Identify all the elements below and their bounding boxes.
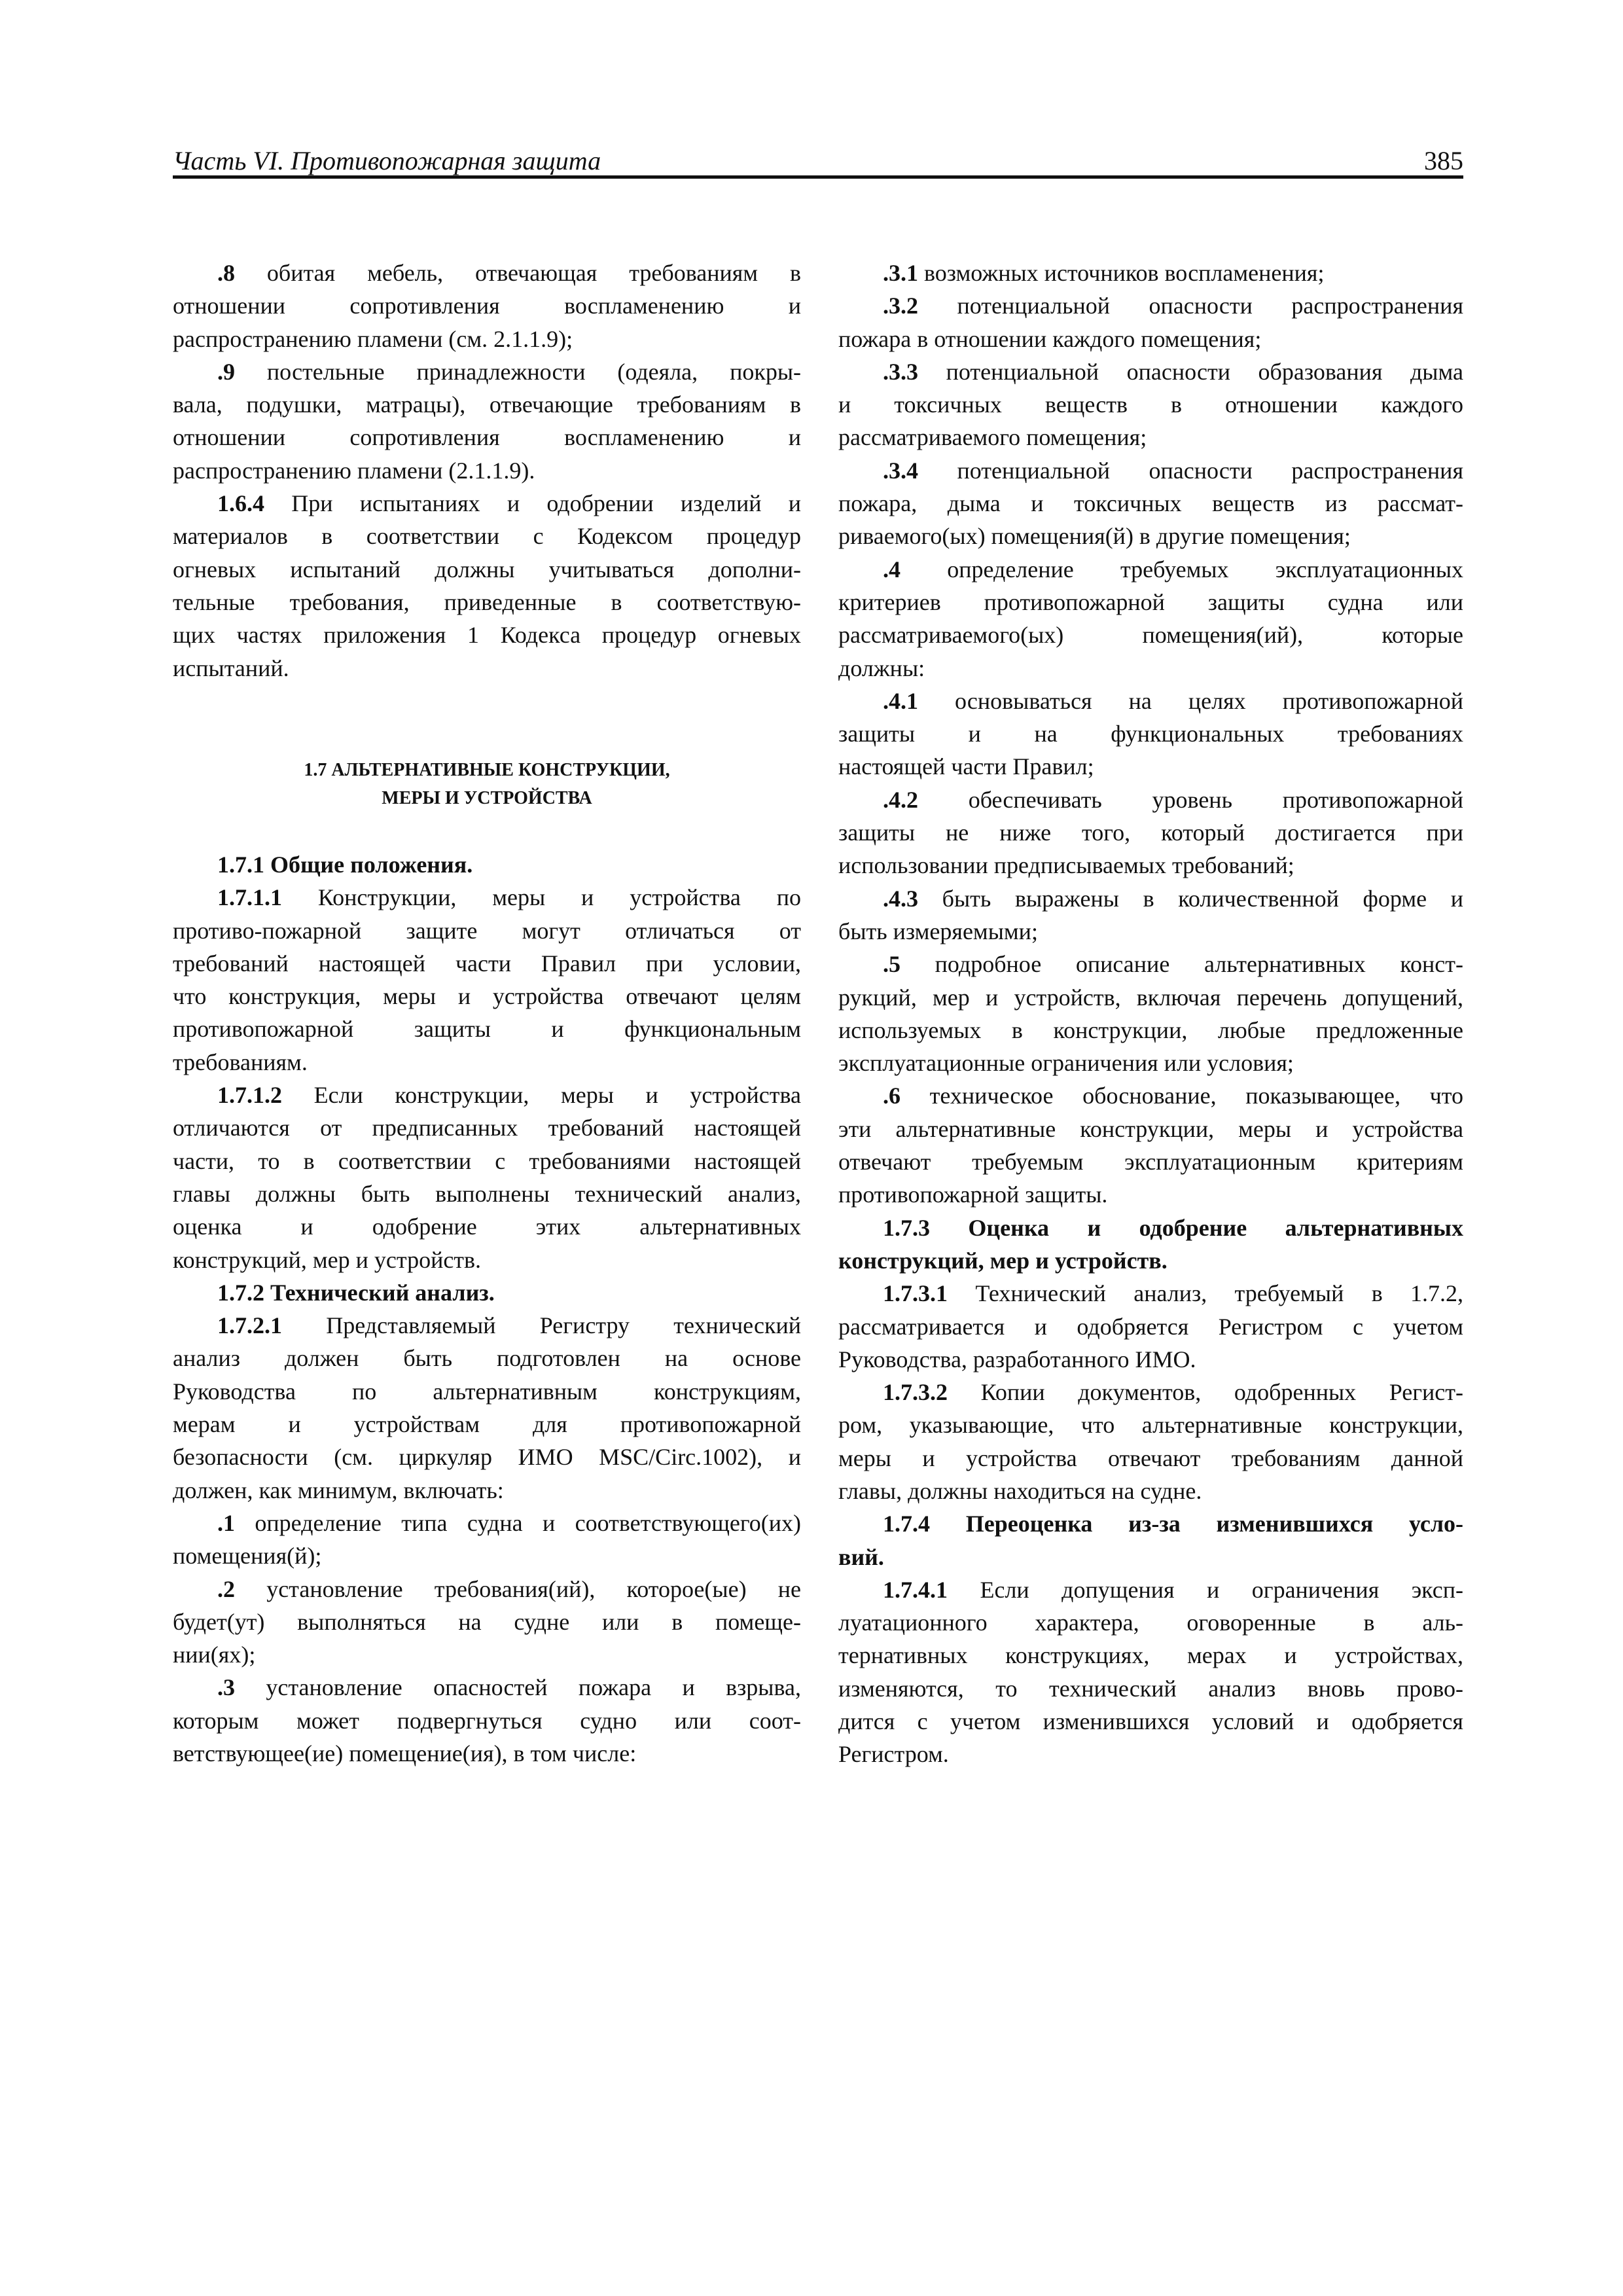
line-text: Копии документов, одобренных Регист- xyxy=(980,1379,1464,1406)
text-line xyxy=(838,1672,1463,1705)
left-column-top xyxy=(173,257,801,685)
line-text: Руководства по альтернативным конструкциям, xyxy=(173,1378,801,1405)
line-text: критериев противопожарной защиты судна или xyxy=(838,588,1463,615)
text-line xyxy=(838,1606,1463,1639)
text-line xyxy=(173,1441,801,1473)
clause-number: 1.7.3.2 xyxy=(883,1379,948,1406)
paragraph xyxy=(173,257,801,355)
line-text: вала, подушки, матрацы), отвечающие требованиям в xyxy=(173,391,801,418)
line-text: потенциальной опасности распространения xyxy=(957,457,1463,484)
line-text: эксплуатационные ограничения или условия; xyxy=(838,1050,1294,1077)
text-line xyxy=(173,257,801,289)
line-text: требований настоящей части Правил при условии, xyxy=(173,950,801,977)
right-column xyxy=(838,257,1463,1771)
paragraph xyxy=(173,848,801,881)
clause-number: .4.3 xyxy=(883,885,918,912)
paragraph xyxy=(173,1079,801,1276)
text-line xyxy=(173,289,801,322)
line-text: защиты и на функциональных требованиях xyxy=(838,721,1463,747)
line-text: защиты не ниже того, который достигается при xyxy=(838,819,1463,846)
text-line xyxy=(173,1276,801,1309)
text-line xyxy=(173,881,801,914)
line-text: пожара, дыма и токсичных веществ из рассмат- xyxy=(838,490,1463,517)
text-line xyxy=(173,1046,801,1079)
text-line xyxy=(173,388,801,421)
paragraph xyxy=(838,948,1463,1079)
text-line xyxy=(838,915,1463,948)
text-line xyxy=(838,1113,1463,1145)
clause-number: .6 xyxy=(883,1083,901,1109)
clause-number: .9 xyxy=(217,358,235,385)
clause-number: .4 xyxy=(883,556,901,583)
paragraph xyxy=(838,257,1463,289)
line-text: риваемого(ых) помещения(й) в другие помещения; xyxy=(838,523,1351,550)
line-text: отвечают требуемым эксплуатационным критериям xyxy=(838,1149,1463,1175)
text-line xyxy=(173,947,801,980)
clause-number: 1.7.2.1 xyxy=(217,1312,282,1339)
paragraph xyxy=(838,1376,1463,1507)
text-line xyxy=(173,1375,801,1408)
line-text: настоящей части Правил; xyxy=(838,753,1094,780)
text-line xyxy=(173,1474,801,1507)
paragraph xyxy=(838,1277,1463,1376)
paragraph xyxy=(838,454,1463,553)
line-text: обитая мебель, отвечающая требованиям в xyxy=(266,260,801,286)
line-text: помещения(й); xyxy=(173,1543,322,1570)
text-line xyxy=(173,1704,801,1737)
text-line xyxy=(173,1671,801,1704)
running-header-title: Часть VI. Противопожарная защита xyxy=(173,146,601,175)
text-line xyxy=(838,948,1463,980)
line-text: отличаются от предписанных требований настоящей xyxy=(173,1115,801,1141)
clause-number: 1.7.4 xyxy=(883,1511,930,1537)
paragraph xyxy=(838,783,1463,882)
clause-number: 1.7.1.1 xyxy=(217,884,282,911)
text-line xyxy=(838,685,1463,717)
line-text: материалов в соответствии с Кодексом процедур xyxy=(173,523,801,550)
line-text: распространению пламени (2.1.1.9). xyxy=(173,457,535,484)
line-text: потенциальной опасности образования дыма xyxy=(946,358,1463,385)
text-line xyxy=(173,1638,801,1671)
text-line xyxy=(838,1507,1463,1540)
line-text: быть выражены в количественной форме и xyxy=(942,885,1464,912)
line-text: ром, указывающие, что альтернативные конструкции, xyxy=(838,1412,1463,1439)
line-text: установление требования(ий), которое(ые) не xyxy=(266,1575,801,1602)
line-text: отношении сопротивления воспламенению и xyxy=(173,424,801,451)
text-line xyxy=(838,586,1463,619)
text-line xyxy=(173,1111,801,1144)
clause-number: 1.6.4 xyxy=(217,490,264,517)
clause-number: 1.7.3 xyxy=(883,1214,930,1241)
clause-number: 1.7.1.2 xyxy=(217,1082,282,1109)
text-line xyxy=(838,816,1463,849)
text-line xyxy=(173,421,801,454)
paragraph xyxy=(173,487,801,685)
line-text: главы должны быть выполнены технический анализ, xyxy=(173,1180,801,1207)
clause-number: .3 xyxy=(217,1674,235,1701)
line-text: Конструкции, меры и устройства по xyxy=(317,884,801,911)
text-line xyxy=(838,553,1463,586)
line-text: Оценка и одобрение альтернативных xyxy=(968,1214,1463,1241)
text-line xyxy=(173,355,801,388)
line-text: дится с учетом изменившихся условий и одобряется xyxy=(838,1708,1463,1735)
clause-number: 1.7.2 xyxy=(217,1279,264,1306)
line-text: распространению пламени (см. 2.1.1.9); xyxy=(173,325,573,352)
line-text: использовании предписываемых требований; xyxy=(838,852,1294,879)
text-line xyxy=(173,1408,801,1441)
line-text: рассматриваемого(ых) помещения(ий), которые xyxy=(838,622,1463,649)
text-line xyxy=(173,1210,801,1243)
paragraph xyxy=(173,881,801,1079)
line-text: Технический анализ, требуемый в 1.7.2, xyxy=(975,1280,1463,1307)
text-line xyxy=(838,1211,1463,1244)
text-line xyxy=(173,1539,801,1572)
text-line xyxy=(838,849,1463,882)
line-text: Представляемый Регистру технический xyxy=(326,1312,802,1339)
text-line xyxy=(173,487,801,520)
text-line xyxy=(838,1277,1463,1310)
text-line xyxy=(173,619,801,651)
text-line xyxy=(838,652,1463,685)
section-heading xyxy=(173,756,801,812)
line-text: Если допущения и ограничения эксп- xyxy=(980,1576,1464,1603)
text-line xyxy=(838,1442,1463,1475)
line-text: огневых испытаний должны учитываться дополни- xyxy=(173,556,801,583)
clause-number: 1.7.3.1 xyxy=(883,1280,948,1307)
line-text: анализ должен быть подготовлен на основе xyxy=(173,1345,801,1372)
paragraph xyxy=(838,685,1463,783)
paragraph xyxy=(838,289,1463,355)
text-line xyxy=(838,981,1463,1014)
text-line xyxy=(173,1507,801,1539)
line-text: Общие положения. xyxy=(270,852,473,878)
text-line xyxy=(838,487,1463,520)
line-text: которым может подвергнуться судно или соот- xyxy=(173,1707,801,1734)
line-text: безопасности (см. циркуляр ИМО MSC/Circ.1002), и xyxy=(173,1444,801,1471)
line-text: что конструкция, меры и устройства отвечают целям xyxy=(173,983,801,1010)
line-text: Технический анализ. xyxy=(270,1279,495,1306)
text-line xyxy=(838,1573,1463,1606)
paragraph xyxy=(838,355,1463,454)
text-line xyxy=(838,1014,1463,1047)
line-text: Руководства, разработанного ИМО. xyxy=(838,1346,1196,1372)
line-text: быть измеряемыми; xyxy=(838,918,1038,944)
text-line xyxy=(173,1013,801,1045)
text-line xyxy=(173,914,801,947)
paragraph xyxy=(173,1309,801,1507)
line-text: противопожарной защиты и функциональным xyxy=(173,1016,801,1043)
paragraph xyxy=(838,1507,1463,1573)
left-column-bottom xyxy=(173,848,801,1770)
line-text: меры и устройства отвечают требованиям данной xyxy=(838,1444,1463,1471)
clause-number: .3.1 xyxy=(883,260,918,286)
line-text: главы, должны находиться на судне. xyxy=(838,1477,1202,1504)
paragraph xyxy=(838,1573,1463,1771)
text-line xyxy=(838,421,1463,454)
line-text: установление опасностей пожара и взрыва, xyxy=(266,1674,801,1701)
line-text: части, то в соответствии с требованиями настоящей xyxy=(173,1147,801,1174)
text-line xyxy=(838,1343,1463,1376)
clause-number: .3.2 xyxy=(883,293,918,319)
header-rule xyxy=(173,175,1463,179)
line-text: обеспечивать уровень противопожарной xyxy=(968,786,1463,813)
text-line xyxy=(838,750,1463,783)
paragraph xyxy=(173,1276,801,1309)
paragraph xyxy=(838,1211,1463,1278)
line-text: используемых в конструкции, любые предложенные xyxy=(838,1016,1463,1043)
text-line xyxy=(838,1310,1463,1343)
text-line xyxy=(838,1079,1463,1112)
line-text: постельные принадлежности (одеяла, покры- xyxy=(266,358,801,385)
text-line xyxy=(838,717,1463,750)
line-text: определение требуемых эксплуатационных xyxy=(947,556,1464,583)
text-line xyxy=(838,1178,1463,1211)
paragraph xyxy=(838,1079,1463,1211)
text-line xyxy=(838,289,1463,322)
line-text: определение типа судна и соответствующего(их) xyxy=(255,1509,802,1536)
section-heading-line: МЕРЫ И УСТРОЙСТВА xyxy=(382,788,592,808)
text-line xyxy=(838,1376,1463,1408)
text-line xyxy=(838,1408,1463,1441)
text-line xyxy=(838,355,1463,388)
line-text: рукций, мер и устройств, включая перечень допущений, xyxy=(838,984,1463,1011)
text-line xyxy=(173,553,801,586)
clause-number: .8 xyxy=(217,260,235,286)
line-text: тернативных конструкциях, мерах и устройствах, xyxy=(838,1642,1463,1669)
text-line xyxy=(838,783,1463,816)
line-text: изменяются, то технический анализ вновь прово- xyxy=(838,1675,1463,1702)
text-line xyxy=(838,1541,1463,1573)
section-heading-line: 1.7 АЛЬТЕРНАТИВНЫЕ КОНСТРУКЦИИ, xyxy=(304,760,670,780)
line-text: луатационного характера, оговоренные в аль- xyxy=(838,1609,1463,1636)
line-text: рассматривается и одобряется Регистром с учетом xyxy=(838,1313,1463,1340)
text-line xyxy=(838,1738,1463,1770)
line-text: вий. xyxy=(838,1543,884,1570)
line-text: рассматриваемого помещения; xyxy=(838,424,1147,451)
text-line xyxy=(173,1244,801,1276)
text-line xyxy=(838,520,1463,552)
line-text: должен, как минимум, включать: xyxy=(173,1477,504,1503)
text-line xyxy=(173,1145,801,1177)
text-line xyxy=(838,1047,1463,1079)
line-text: пожара в отношении каждого помещения; xyxy=(838,325,1262,352)
line-text: испытаний. xyxy=(173,655,289,681)
paragraph xyxy=(173,1671,801,1770)
clause-number: 1.7.1 xyxy=(217,852,264,878)
line-text: противопожарной защиты. xyxy=(838,1181,1108,1208)
clause-number: .4.1 xyxy=(883,687,918,714)
text-line xyxy=(838,619,1463,651)
line-text: оценка и одобрение этих альтернативных xyxy=(173,1213,801,1240)
text-line xyxy=(173,1177,801,1210)
line-text: и токсичных веществ в отношении каждого xyxy=(838,391,1463,418)
clause-number: .1 xyxy=(217,1509,235,1536)
text-line xyxy=(173,980,801,1013)
text-line xyxy=(838,323,1463,355)
text-line xyxy=(173,1737,801,1770)
line-text: потенциальной опасности распространения xyxy=(957,293,1463,319)
line-text: требованиям. xyxy=(173,1049,308,1075)
text-line xyxy=(838,1145,1463,1178)
text-line xyxy=(173,1573,801,1605)
clause-number: .3.4 xyxy=(883,457,918,484)
line-text: нии(ях); xyxy=(173,1641,256,1668)
page-number: 385 xyxy=(1424,146,1463,175)
text-line xyxy=(838,882,1463,915)
paragraph xyxy=(173,1573,801,1672)
line-text: подробное описание альтернативных конст- xyxy=(935,951,1464,978)
line-text: отношении сопротивления воспламенению и xyxy=(173,293,801,319)
line-text: должны: xyxy=(838,655,925,681)
clause-number: .5 xyxy=(883,951,901,978)
clause-number: .4.2 xyxy=(883,786,918,813)
clause-number: .3.3 xyxy=(883,358,918,385)
line-text: Если конструкции, меры и устройства xyxy=(313,1082,802,1109)
line-text: техническое обоснование, показывающее, что xyxy=(929,1083,1463,1109)
text-line xyxy=(838,1475,1463,1507)
text-line xyxy=(173,848,801,881)
text-line xyxy=(173,652,801,685)
text-line xyxy=(173,520,801,552)
line-text: ветствующее(ие) помещение(ия), в том числе: xyxy=(173,1740,637,1767)
line-text: конструкций, мер и устройств. xyxy=(173,1246,482,1273)
line-text: противо-пожарной защите могут отличаться от xyxy=(173,917,801,944)
line-text: будет(ут) выполняться на судне или в помеще- xyxy=(173,1608,801,1635)
text-line xyxy=(838,1244,1463,1277)
line-text: конструкций, мер и устройств. xyxy=(838,1247,1168,1274)
text-line xyxy=(173,323,801,355)
line-text: основываться на целях противопожарной xyxy=(955,687,1464,714)
clause-number: 1.7.4.1 xyxy=(883,1576,948,1603)
text-line xyxy=(173,586,801,619)
text-line xyxy=(173,1079,801,1111)
line-text: щих частях приложения 1 Кодекса процедур огневых xyxy=(173,622,801,649)
line-text: тельные требования, приведенные в соответствую- xyxy=(173,588,801,615)
text-line xyxy=(173,454,801,487)
text-line xyxy=(838,388,1463,421)
paragraph xyxy=(173,1507,801,1573)
text-line xyxy=(838,1705,1463,1738)
text-line xyxy=(838,257,1463,289)
line-text: Переоценка из-за изменившихся усло- xyxy=(965,1511,1464,1537)
clause-number: .2 xyxy=(217,1575,235,1602)
line-text: эти альтернативные конструкции, меры и устройства xyxy=(838,1115,1463,1142)
text-line xyxy=(173,1605,801,1638)
text-line xyxy=(173,1342,801,1374)
paragraph xyxy=(173,355,801,487)
text-line xyxy=(173,1309,801,1342)
line-text: Регистром. xyxy=(838,1741,949,1768)
text-line xyxy=(838,1639,1463,1672)
text-line xyxy=(838,454,1463,487)
line-text: При испытаниях и одобрении изделий и xyxy=(291,490,802,517)
paragraph xyxy=(838,553,1463,685)
line-text: возможных источников воспламенения; xyxy=(924,260,1325,286)
paragraph xyxy=(838,882,1463,948)
line-text: мерам и устройствам для противопожарной xyxy=(173,1411,801,1438)
